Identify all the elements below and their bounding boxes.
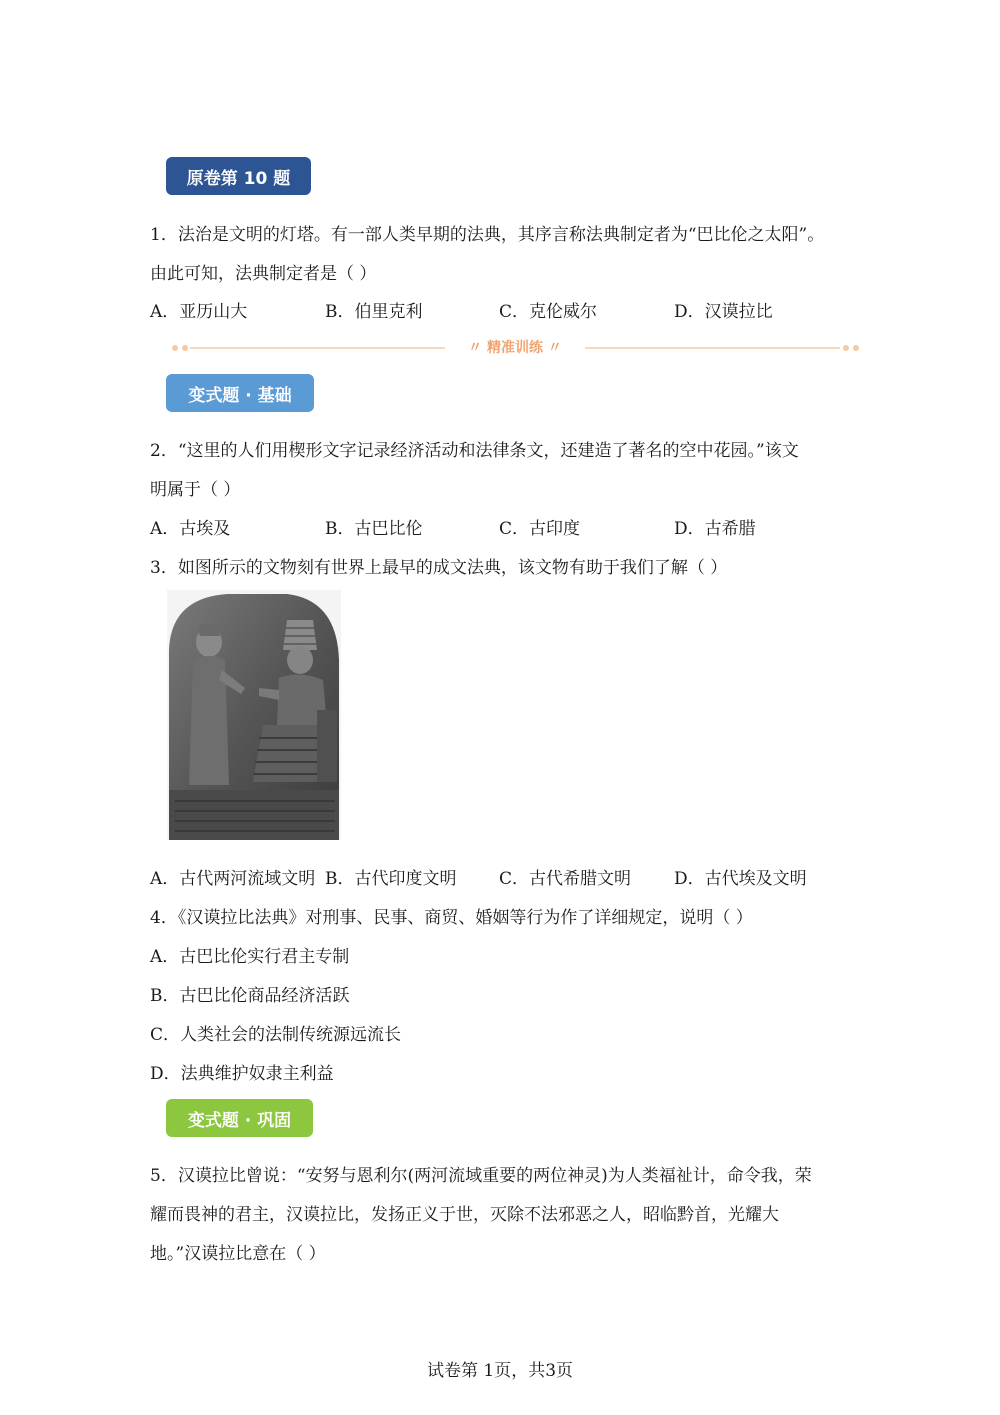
q4-option-b: B．古巴比伦商品经济活跃 [150,986,350,1006]
q2-option-d: D．古希腊 [674,519,756,539]
q5-stem-line1: 5．汉谟拉比曾说：“安努与恩利尔(两河流域重要的两位神灵)为人类福祉计，命令我，荣 [150,1166,812,1186]
q1-option-a: A．亚历山大 [150,302,248,322]
q1-option-c: C．克伦威尔 [499,302,598,322]
q1-stem-line1: 1．法治是文明的灯塔。有一部人类早期的法典，其序言称法典制定者为“巴比伦之太阳”。 [150,225,825,245]
divider-dot-right2 [853,345,859,351]
q5-stem-line3: 地。”汉谟拉比意在（ ） [150,1244,326,1264]
q1-stem-line2: 由此可知，法典制定者是（ ） [150,264,377,284]
divider-line-left [190,347,445,349]
divider-dot-left1 [172,345,178,351]
q2-stem-line2: 明属于（ ） [150,480,241,500]
q4-stem-line1: 4．《汉谟拉比法典》对刑事、民事、商贸、婚姻等行为作了详细规定，说明（ ） [150,908,753,928]
q3-option-a: A．古代两河流域文明 [150,869,316,889]
divider-dot-left2 [182,345,188,351]
q1-option-b: B．伯里克利 [325,302,423,322]
q3-option-c: C．古代希腊文明 [499,869,632,889]
q2-stem-line1: 2．“这里的人们用楔形文字记录经济活动和法律条文，还建造了著名的空中花园。”该文 [150,441,799,461]
q1-option-d: D．汉谟拉比 [674,302,773,322]
divider-line-right [585,347,840,349]
hammurabi-stele-image [167,590,341,840]
q3-option-d: D．古代埃及文明 [674,869,807,889]
q3-stem-line1: 3．如图所示的文物刻有世界上最早的成文法典，该文物有助于我们了解（ ） [150,558,728,578]
original-question-badge: 原卷第 10 题 [166,157,311,195]
q2-option-c: C．古印度 [499,519,581,539]
page-footer: 试卷第 1页，共3页 [426,1361,574,1381]
q2-option-b: B．古巴比伦 [325,519,423,539]
q2-option-a: A．古埃及 [150,519,231,539]
q4-option-d: D．法典维护奴隶主利益 [150,1064,334,1084]
variant-basic-badge: 变式题 · 基础 [166,374,314,412]
divider-dot-right1 [843,345,849,351]
q5-stem-line2: 耀而畏神的君主，汉谟拉比，发扬正义于世，灭除不法邪恶之人，昭临黔首，光耀大 [150,1205,779,1225]
q3-option-b: B．古代印度文明 [325,869,457,889]
q4-option-a: A．古巴比伦实行君主专制 [150,947,350,967]
q4-option-c: C．人类社会的法制传统源远流长 [150,1025,402,1045]
divider-label: 〃 精准训练 〃 [468,340,562,356]
variant-consolidate-badge: 变式题 · 巩固 [166,1099,313,1137]
